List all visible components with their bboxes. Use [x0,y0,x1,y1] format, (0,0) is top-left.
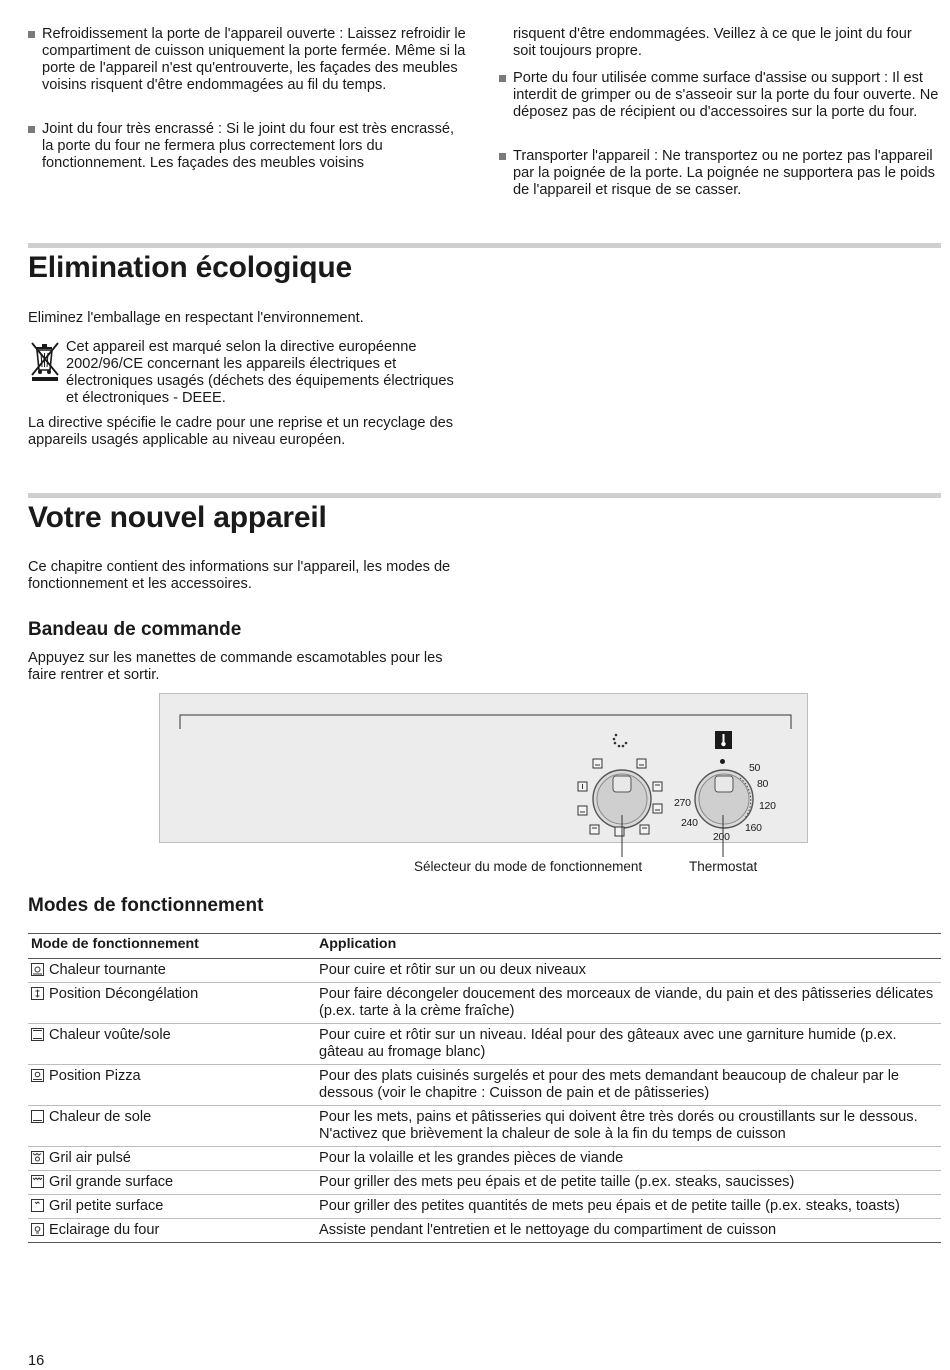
eco-intro: Eliminez l'emballage en respectant l'environnement. [28,310,364,326]
bottom-heat-icon [31,1110,44,1123]
full-grill-icon [31,1175,44,1188]
thermostat-tick-label: 50 [749,762,761,774]
warning-text: Porte du four utilisée comme surface d'assise ou support : Il est interdit de grimper ou de s'asseoir sur la porte du four ouverte. Ne déposez pas de récipient ou d'accessoires sur la porte du four. [513,70,939,120]
subsection-title-panel: Bandeau de commande [28,619,242,640]
thermostat-tick-label: 80 [757,778,769,790]
mode-name: Gril air pulsé [49,1150,131,1166]
half-grill-icon [31,1199,44,1212]
section-title-eco: Elimination écologique [28,251,352,284]
mode-name: Chaleur voûte/sole [49,1027,171,1043]
warning-text: Transporter l'appareil : Ne transportez ou ne portez pas l'appareil par la poignée de la porte. La poignée ne supportera pas le poids de l'appareil et risque de se casser. [513,148,935,198]
section-divider [28,243,941,248]
mode-application: Pour des plats cuisinés surgelés et pour des mets demandant beaucoup de chaleur par le dessous (voir le chapitre : Cuisson de pain et de pâtisseries) [316,1065,941,1106]
mode-name: Gril petite surface [49,1198,164,1214]
mode-application: Pour griller des mets peu épais et de petite taille (p.ex. steaks, saucisses) [316,1171,941,1195]
table-row [28,1106,941,1147]
panel-instruction: Appuyez sur les manettes de commande escamotables pour les faire rentrer et sortir. [28,650,443,683]
column-header-application: Application [316,934,941,959]
top-bottom-heat-icon [31,1028,44,1041]
defrost-icon [31,987,44,1000]
mode-name: Chaleur de sole [49,1109,152,1125]
mode-selector-dots-icon [612,732,628,748]
bullet-square [499,75,506,82]
mode-name: Position Décongélation [49,986,199,1002]
fan-grill-icon [31,1151,44,1164]
mode-application: Pour cuire et rôtir sur un ou deux niveaux [316,959,941,983]
mode-application: Pour la volaille et les grandes pièces de viande [316,1147,941,1171]
table-row [28,1024,941,1065]
thermostat-tick-label: 120 [759,800,776,812]
mode-application: Pour les mets, pains et pâtisseries qui doivent être très dorés ou croustillants sur le dessous. N'activez que brièvement la chaleur de sole à la fin du temps de cuisson [316,1106,941,1147]
table-row [28,1171,941,1195]
bullet-square [499,153,506,160]
modes-table [28,933,941,1243]
mode-application: Pour griller des petites quantités de mets peu épais et de petite taille (p.ex. steaks, toasts) [316,1195,941,1219]
appliance-intro: Ce chapitre contient des informations sur l'appareil, les modes de fonctionnement et les accessoires. [28,559,451,592]
mode-application: Pour faire décongeler doucement des morceaux de viande, du pain et des pâtisseries délicates (p.ex. tarte à la crème fraîche) [316,983,941,1024]
mode-name: Eclairage du four [49,1222,160,1238]
thermostat-tick-label: 270 [674,797,691,809]
table-row [28,959,941,983]
pizza-setting-icon [31,1069,44,1082]
mode-name: Position Pizza [49,1068,141,1084]
mode-name: Gril grande surface [49,1174,174,1190]
mode-application: Assiste pendant l'entretien et le nettoyage du compartiment de cuisson [316,1219,941,1243]
section-divider [28,493,941,498]
warning-text: Joint du four très encrassé : Si le joint du four est très encrassé, la porte du four ne fermera plus correctement lors du fonctionnement. Les façades des meubles voisins [42,121,455,171]
page-number: 16 [28,1353,45,1369]
callout-lines [610,815,740,860]
thermostat-indicator-dot [720,759,725,764]
table-header-row [28,934,941,959]
thermostat-tick-label: 160 [745,822,762,834]
thermostat-tick-label: 200 [713,831,730,843]
bullet-square [28,126,35,133]
table-row [28,1065,941,1106]
table-row [28,1147,941,1171]
directive-text: La directive spécifie le cadre pour une reprise et un recyclage des appareils usagés applicable au niveau européen. [28,415,454,448]
subsection-title-modes: Modes de fonctionnement [28,895,264,916]
table-row [28,1219,941,1243]
bullet-square [28,31,35,38]
mode-name: Chaleur tournante [49,962,166,978]
thermostat-tick-label: 240 [681,817,698,829]
selector-label: Sélecteur du mode de fonctionnement [414,859,643,874]
warning-continuation: risquent d'être endommagées. Veillez à ce que le joint du four soit toujours propre. [513,26,912,59]
table-row [28,1195,941,1219]
thermostat-label: Thermostat [689,859,758,874]
table-row [28,983,941,1024]
oven-light-icon [31,1223,44,1236]
thermostat-symbol-icon [715,731,732,749]
mode-application: Pour cuire et rôtir sur un niveau. Idéal pour des gâteaux avec une garniture humide (p.ex. gâteau au fromage blanc) [316,1024,941,1065]
weee-text: Cet appareil est marqué selon la directive européenne 2002/96/CE concernant les appareils électriques et électroniques usagés (déchets des équipements électriques et électroniques - DEEE. [66,339,454,406]
section-title-appliance: Votre nouvel appareil [28,501,327,534]
weee-bin-icon [28,340,62,382]
warning-text: Refroidissement la porte de l'appareil ouverte : Laissez refroidir le compartiment de cuisson uniquement la porte fermée. Même si la porte de l'appareil n'est qu'entrouverte, les façades des meubles voisins risquent d'être endommagées au fil du temps. [42,26,466,93]
column-header-mode: Mode de fonctionnement [28,934,316,959]
fan-heating-icon [31,963,44,976]
